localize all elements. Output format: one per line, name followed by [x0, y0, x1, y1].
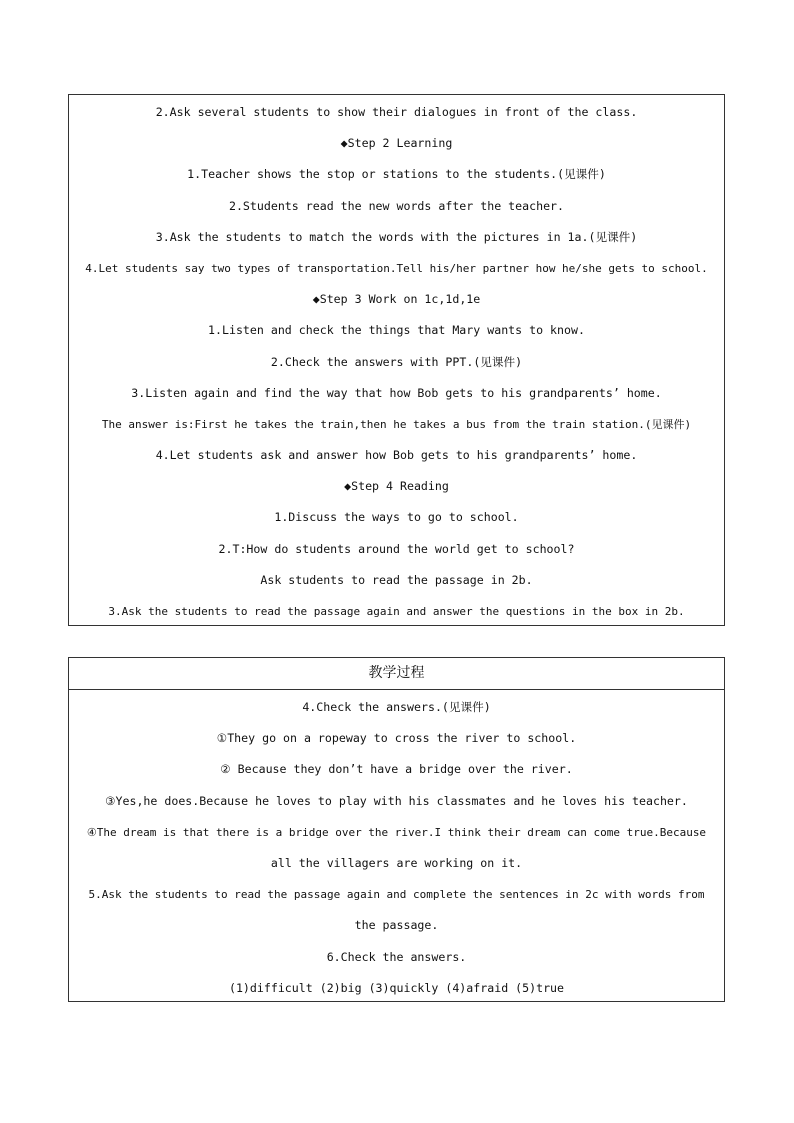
text-line: 1.Teacher shows the stop or stations to the students.(见课件) [187, 167, 606, 182]
teaching-process-box [68, 657, 725, 1002]
teaching-process-lines [69, 690, 724, 1004]
answer-line: ④The dream is that there is a bridge over the river.I think their dream can come true.Because [86, 825, 707, 839]
text-line: 1.Discuss the ways to go to school. [274, 510, 519, 525]
text-line: 4.Check the answers.(见课件) [302, 700, 491, 714]
text-line: 3.Listen again and find the way that how Bob gets to his grandparents’ home. [131, 385, 662, 400]
text-line: Ask students to read the passage in 2b. [260, 572, 533, 587]
text-line-continued: the passage. [354, 918, 439, 933]
answer-line: ③Yes,he does.Because he loves to play with his classmates and he loves his teacher. [105, 793, 688, 808]
text-line: 1.Listen and check the things that Mary wants to know. [208, 323, 585, 338]
answer-line: ①They go on a ropeway to cross the river to school. [216, 731, 577, 746]
lesson-steps-box [68, 94, 725, 626]
text-line: 2.Ask several students to show their dialogues in front of the class. [155, 105, 638, 119]
text-line: 5.Ask the students to read the passage again and complete the sentences in 2c with words from [88, 888, 705, 902]
step-heading: ◆Step 3 Work on 1c,1d,1e [312, 292, 481, 307]
answer-line: ② Because they don’t have a bridge over the river. [220, 762, 573, 777]
answer-list: (1)difficult (2)big (3)quickly (4)afraid (5)true [228, 980, 565, 995]
text-line: 4.Let students say two types of transportation.Tell his/her partner how he/she gets to school. [85, 261, 708, 275]
step-heading: ◆Step 2 Learning [340, 136, 453, 151]
text-line: 3.Ask the students to match the words with the pictures in 1a.(见课件) [155, 229, 638, 244]
lesson-steps-lines [69, 95, 724, 627]
text-line: 2.Students read the new words after the teacher. [228, 198, 565, 213]
answer-line-continued: all the villagers are working on it. [270, 855, 523, 870]
text-line: 2.Check the answers with PPT.(见课件) [270, 354, 523, 369]
text-line: 3.Ask the students to read the passage again and answer the questions in the box in 2b. [108, 605, 685, 618]
text-line: 4.Let students ask and answer how Bob gets to his grandparents’ home. [155, 448, 638, 463]
text-line: 6.Check the answers. [326, 949, 467, 964]
teaching-process-header: 教学过程 [69, 658, 724, 690]
text-line: 2.T:How do students around the world get to school? [218, 541, 575, 556]
step-heading: ◆Step 4 Reading [344, 479, 449, 494]
text-line: The answer is:First he takes the train,then he takes a bus from the train station.(见课件) [101, 417, 692, 431]
